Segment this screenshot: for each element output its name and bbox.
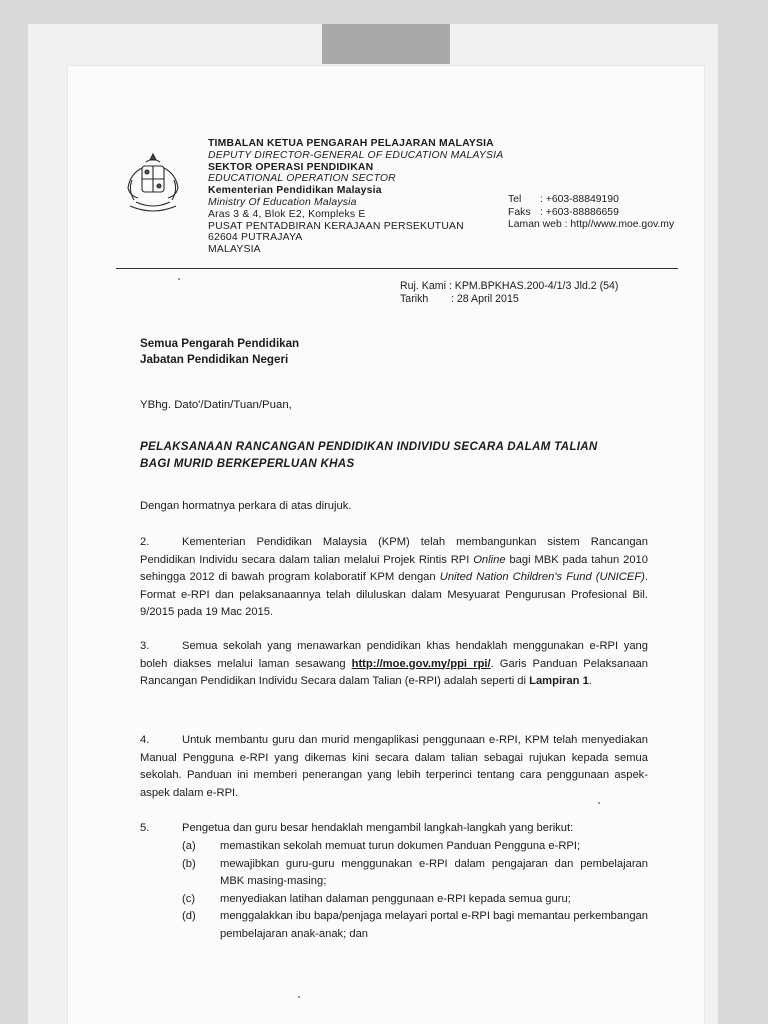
paragraph-italic: Online xyxy=(473,553,506,566)
list-item xyxy=(182,908,648,943)
paragraph-5 xyxy=(140,820,648,838)
list-item-text: menggalakkan ibu bapa/penjaga melayari portal e-RPI bagi memantau perkembangan pembelajaran anak-anak; dan xyxy=(220,910,648,940)
letterhead-line: DEPUTY DIRECTOR-GENERAL OF EDUCATION MALAYSIA xyxy=(208,149,504,161)
scan-speck xyxy=(178,278,180,280)
paragraph-text: Untuk membantu guru dan murid mengaplikasi penggunaan e-RPI, KPM telah menyediakan Manual Pengguna e-RPI yang dikemas kini secara dalam talian sebagai rujukan kepada semua sekolah. Panduan ini memberi penerangan yang lebih terperinci tentang cara penggunaan aspek-aspek dalam e-RPI. xyxy=(140,734,648,799)
scanner-tab-shadow xyxy=(322,24,450,64)
paragraph-italic: United Nation Children's Fund (UNICEF) xyxy=(439,571,645,583)
date-value: : 28 April 2015 xyxy=(451,293,519,305)
fax-value: : +603-88886659 xyxy=(540,206,619,218)
list-item-label: (a) xyxy=(182,840,196,852)
ref-value: : KPM.BPKHAS.200-4/1/3 Jld.2 (54) xyxy=(448,280,619,292)
recipient-line: Jabatan Pendidikan Negeri xyxy=(140,353,289,366)
list-item-text: memastikan sekolah memuat turun dokumen Panduan Pengguna e-RPI; xyxy=(220,840,581,852)
salutation: YBhg. Dato'/Datin/Tuan/Puan, xyxy=(140,399,292,411)
rpi-portal-link[interactable]: http://moe.gov.my/ppi_rpi/ xyxy=(351,657,491,670)
paragraph-number: 4. xyxy=(140,734,150,746)
letterhead-line: Kementerian Pendidikan Malaysia xyxy=(208,185,382,197)
paragraph-2 xyxy=(140,534,648,622)
list-item-label: (b) xyxy=(182,857,196,870)
letterhead-line: Aras 3 & 4, Blok E2, Kompleks E xyxy=(208,208,366,220)
recipient-line: Semua Pengarah Pendidikan xyxy=(140,337,300,350)
paragraph-text: . xyxy=(588,675,592,687)
malaysia-coat-of-arms-icon xyxy=(118,150,188,216)
letterhead-line: 62604 PUTRAJAYA xyxy=(208,232,303,244)
reference-block xyxy=(400,280,618,306)
header-divider xyxy=(116,268,678,269)
letterhead-block xyxy=(208,138,503,256)
action-list xyxy=(182,838,648,943)
title-line: PELAKSANAAN RANCANGAN PENDIDIKAN INDIVIDU SECARA DALAM TALIAN xyxy=(140,440,598,453)
paragraph-number: 2. xyxy=(140,536,150,548)
scan-speck xyxy=(598,802,600,804)
title-line: BAGI MURID BERKEPERLUAN KHAS xyxy=(140,457,355,470)
tel-value: : +603-88849190 xyxy=(540,194,619,205)
paragraph-number: 5. xyxy=(140,822,150,834)
fax-label: Faks xyxy=(508,206,531,218)
scan-speck xyxy=(298,996,300,998)
list-item-label: (d) xyxy=(182,910,196,922)
list-item xyxy=(182,838,648,856)
tel-label: Tel xyxy=(508,194,522,205)
letterhead-line: SEKTOR OPERASI PENDIDIKAN xyxy=(208,161,374,173)
list-item-text: mewajibkan guru-guru menggunakan e-RPI dalam pengajaran dan pembelajaran MBK masing-masing; xyxy=(220,857,648,887)
paragraph-number: 3. xyxy=(140,640,150,652)
list-item xyxy=(182,856,648,891)
list-item-text: menyediakan latihan dalaman penggunaan e-RPI kepada semua guru; xyxy=(220,892,571,905)
paragraph-text: Semua sekolah yang menawarkan pendidikan khas hendaklah menggunakan e-RPI yang boleh diakses melalui laman sesawang xyxy=(140,640,648,670)
contact-block xyxy=(508,194,674,232)
paragraph-text: Kementerian Pendidikan Malaysia (KPM) telah membangunkan sistem Rancangan Pendidikan Individu secara dalam talian melalui Projek Rintis RPI xyxy=(140,536,648,566)
paragraph-bold: Lampiran 1 xyxy=(529,675,589,687)
letterhead-line: Ministry Of Education Malaysia xyxy=(208,196,357,208)
intro-paragraph: Dengan hormatnya perkara di atas dirujuk. xyxy=(140,500,352,512)
paragraph-4 xyxy=(140,732,648,802)
web-value: : http//www.moe.gov.my xyxy=(564,219,675,230)
ref-label: Ruj. Kami xyxy=(400,280,446,292)
letterhead-line: MALAYSIA xyxy=(208,244,261,256)
paragraph-text: Pengetua dan guru besar hendaklah mengambil langkah-langkah yang berikut: xyxy=(182,822,574,834)
paragraph-text: . Format e-RPI dan pelaksanaannya telah diluluskan dalam Mesyuarat Pengurusan Profesional Bil. 9/2015 pada 19 Mac 2015. xyxy=(140,571,648,618)
letterhead-line: PUSAT PENTADBIRAN KERAJAAN PERSEKUTUAN xyxy=(208,220,464,232)
letterhead-line: EDUCATIONAL OPERATION SECTOR xyxy=(208,173,396,185)
letterhead-line: TIMBALAN KETUA PENGARAH PELAJARAN MALAYSIA xyxy=(208,138,494,149)
date-label: Tarikh xyxy=(400,293,429,305)
web-label: Laman web xyxy=(508,219,562,230)
list-item xyxy=(182,891,648,909)
list-item-label: (c) xyxy=(182,892,196,905)
letter-title xyxy=(140,438,598,472)
paragraph-3 xyxy=(140,638,648,691)
paragraph-text: bagi MBK pada tahun 2010 sehingga 2012 di bawah program kolaboratif KPM dengan xyxy=(140,553,648,583)
letter-page xyxy=(68,66,704,1024)
recipient-block xyxy=(140,336,299,368)
paragraph-text: . Garis Panduan Pelaksanaan Rancangan Pendidikan Individu Secara dalam Talian (e-RPI) adalah seperti di xyxy=(140,657,648,687)
